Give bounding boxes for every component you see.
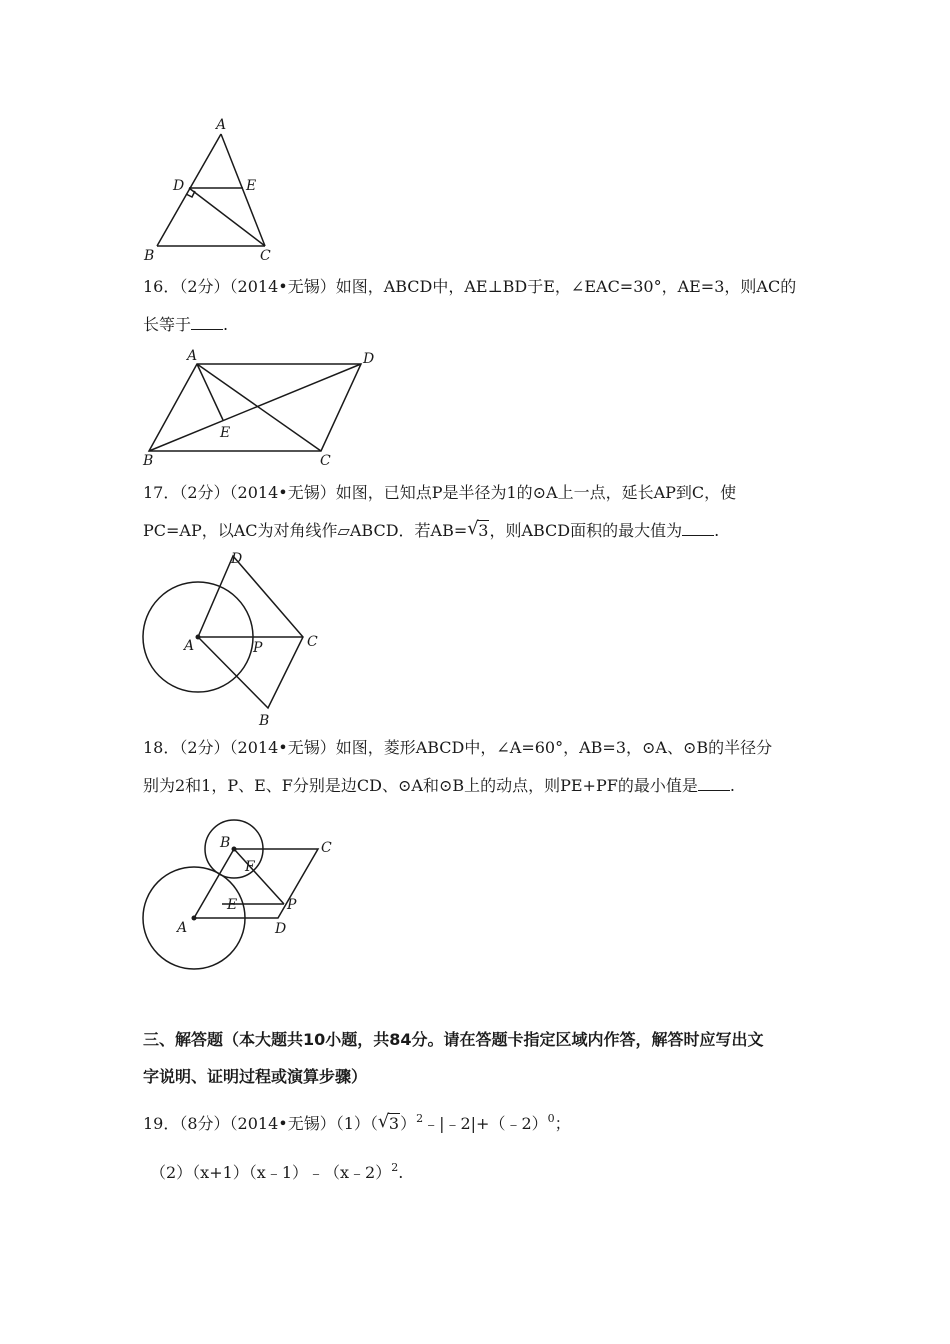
label-B: B bbox=[143, 453, 154, 469]
exponent: 2 bbox=[391, 1161, 399, 1174]
section-3-heading-line1: 三、解答题（本大题共10小题，共84分。请在答题卡指定区域内作答，解答时应写出文 bbox=[143, 1030, 764, 1049]
q16-line1: 16．（2分）（2014•无锡）如图，ABCD中，AE⊥BD于E，∠EAC=30°，AE=3，则AC的 bbox=[143, 277, 797, 296]
sqrt-radicand: 3 bbox=[478, 521, 489, 540]
label-B: B bbox=[220, 835, 231, 851]
q17-line2-end: . bbox=[714, 521, 720, 540]
label-P: P bbox=[287, 897, 297, 913]
section-3-heading-line2: 字说明、证明过程或演算步骤） bbox=[143, 1067, 368, 1086]
q19-line2-b: . bbox=[398, 1163, 404, 1182]
answer-blank bbox=[698, 776, 730, 791]
label-A: A bbox=[184, 638, 195, 654]
label-A: A bbox=[216, 117, 227, 133]
figure-q18-svg bbox=[135, 815, 345, 975]
label-C: C bbox=[320, 453, 331, 469]
label-B: B bbox=[144, 248, 155, 264]
q16-line2-end: . bbox=[223, 315, 229, 334]
answer-blank bbox=[191, 315, 223, 330]
figure-parallelogram-svg bbox=[140, 345, 390, 470]
figure-triangle-svg bbox=[140, 112, 300, 267]
label-C: C bbox=[260, 248, 271, 264]
q18-line2-end: . bbox=[729, 776, 735, 795]
q18-line2 bbox=[143, 776, 735, 796]
q19-line2-a: （2）（x+1）（x﹣1）﹣（x﹣2） bbox=[150, 1163, 392, 1182]
label-A: A bbox=[177, 920, 188, 936]
q17-line2-a: PC=AP，以AC为对角线作▱ABCD．若AB= bbox=[143, 521, 468, 540]
label-E: E bbox=[227, 897, 238, 913]
label-D: D bbox=[275, 921, 287, 937]
exponent: 0 bbox=[547, 1112, 555, 1125]
label-D: D bbox=[231, 551, 243, 567]
q19-line2 bbox=[150, 1163, 403, 1185]
q19-line1-c: ﹣|﹣2|+（﹣2） bbox=[423, 1114, 548, 1133]
sqrt-expression bbox=[467, 521, 489, 541]
q19-line1-b: ） bbox=[400, 1114, 417, 1133]
label-F: F bbox=[245, 859, 255, 875]
q19-line1-a: 19．（8分）（2014•无锡）（1）（ bbox=[143, 1114, 378, 1133]
sqrt-expression bbox=[378, 1114, 400, 1134]
figure-rhombus-circles-q18 bbox=[135, 815, 345, 979]
label-A: A bbox=[187, 348, 198, 364]
figure-circle-parallelogram-q17 bbox=[135, 548, 335, 737]
sqrt-radicand: 3 bbox=[388, 1114, 400, 1133]
label-D: D bbox=[363, 351, 375, 367]
label-E: E bbox=[246, 178, 257, 194]
label-C: C bbox=[321, 840, 332, 856]
q17-line2 bbox=[143, 521, 719, 541]
figure-q17-svg bbox=[135, 548, 335, 733]
figure-parallelogram-q16 bbox=[140, 345, 390, 474]
q16-line2-text: 长等于 bbox=[143, 315, 192, 334]
q18-line1: 18．（2分）（2014•无锡）如图，菱形ABCD中，∠A=60°，AB=3，⊙A、⊙B的半径分 bbox=[143, 738, 773, 757]
label-E: E bbox=[220, 425, 231, 441]
q19-line1-d: ； bbox=[554, 1114, 571, 1133]
q18-line2-text: 别为2和1，P、E、F分别是边CD、⊙A和⊙B上的动点，则PE+PF的最小值是 bbox=[143, 776, 698, 795]
answer-blank bbox=[682, 521, 714, 536]
label-B: B bbox=[259, 713, 270, 729]
label-C: C bbox=[307, 634, 318, 650]
figure-triangle-q15 bbox=[140, 112, 300, 271]
q17-line2-b: ，则ABCD面积的最大值为 bbox=[489, 521, 683, 540]
label-P: P bbox=[253, 640, 263, 656]
exponent: 2 bbox=[416, 1112, 424, 1125]
q17-line1: 17．（2分）（2014•无锡）如图，已知点P是半径为1的⊙A上一点，延长AP到C，使 bbox=[143, 483, 737, 502]
label-D: D bbox=[173, 178, 185, 194]
q19-line1 bbox=[143, 1114, 571, 1136]
q16-line2 bbox=[143, 315, 228, 335]
